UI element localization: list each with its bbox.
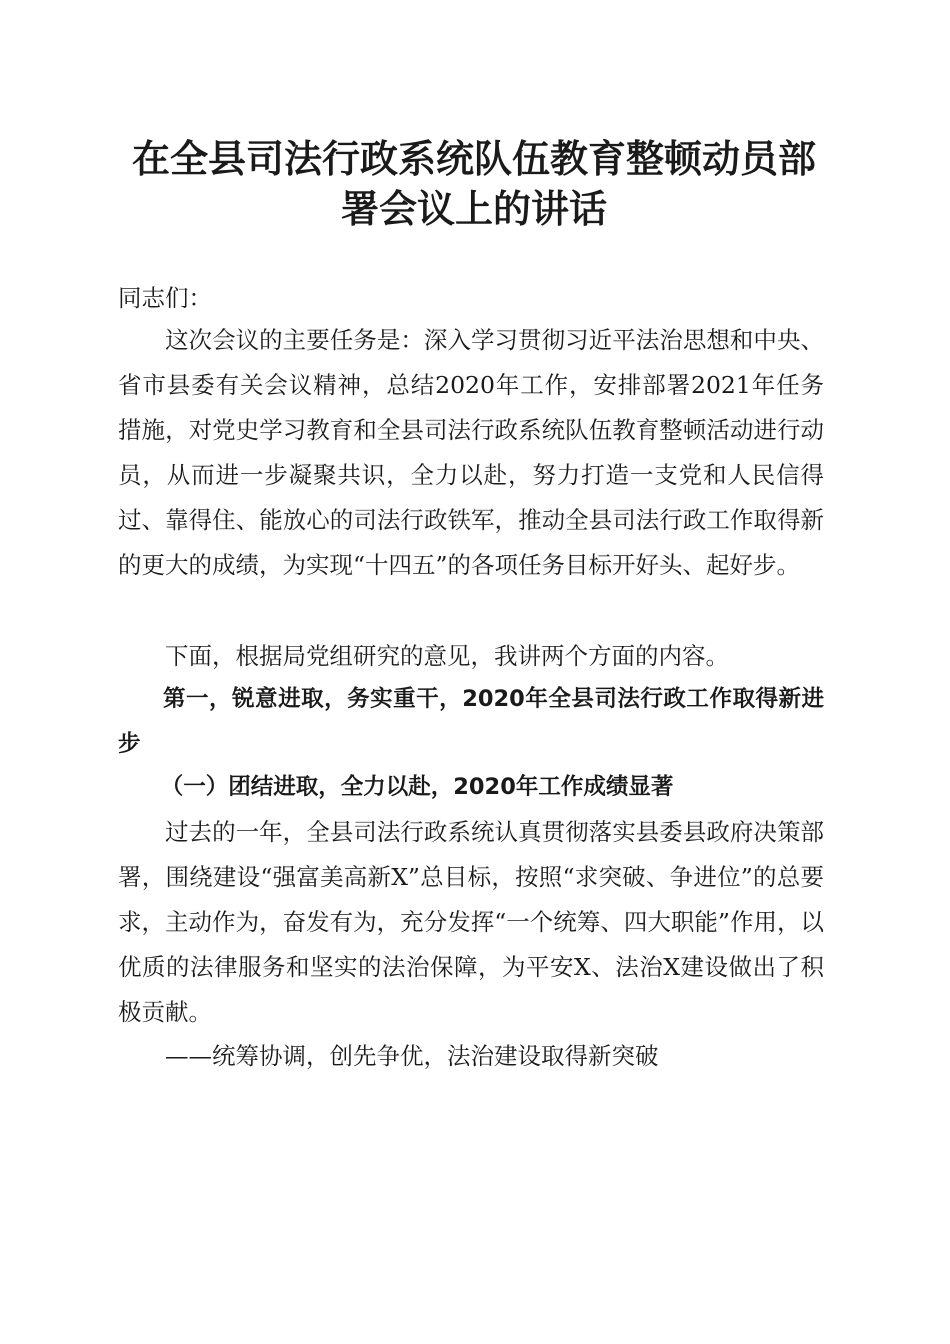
section-paragraph: 过去的一年，全县司法行政系统认真贯彻落实县委县政府决策部署，围绕建设“强富美高新X”总目标，按照“求突破、争进位”的总要求，主动作为，奋发有为，充分发挥“一个统筹、四大职能”作用，以优质的法律服务和坚实的法治保障，为平安X、法治X建设做出了积极贡献。 [118,818,824,1026]
salutation: 同志们： [118,284,212,312]
intro-paragraph: 这次会议的主要任务是：深入学习贯彻习近平法治思想和中央、省市县委有关会议精神，总结2020年工作，安排部署2021年任务措施，对党史学习教育和全县司法行政系统队伍教育整顿活动进行动员，从而进一步凝聚共识，全力以赴，努力打造一支党和人民信得过、靠得住、能放心的司法行政铁军，推动全县司法行政工作取得新的更大的成绩，为实现“十四五”的各项任务目标开好头、起好步。 [118,326,824,579]
subsection-heading: （一）团结进取，全力以赴，2020年工作成绩显著 [160,774,674,800]
document-title: 在全县司法行政系统队伍教育整顿动员部署会议上的讲话 [131,136,816,231]
section-heading: 第一，锐意进取，务实重干，2020年全县司法行政工作取得新进步 [118,686,824,757]
item-line: ——统筹协调，创先争优，法治建设取得新突破 [165,1042,659,1070]
outline-paragraph: 下面，根据局党组研究的意见，我讲两个方面的内容。 [165,642,729,670]
